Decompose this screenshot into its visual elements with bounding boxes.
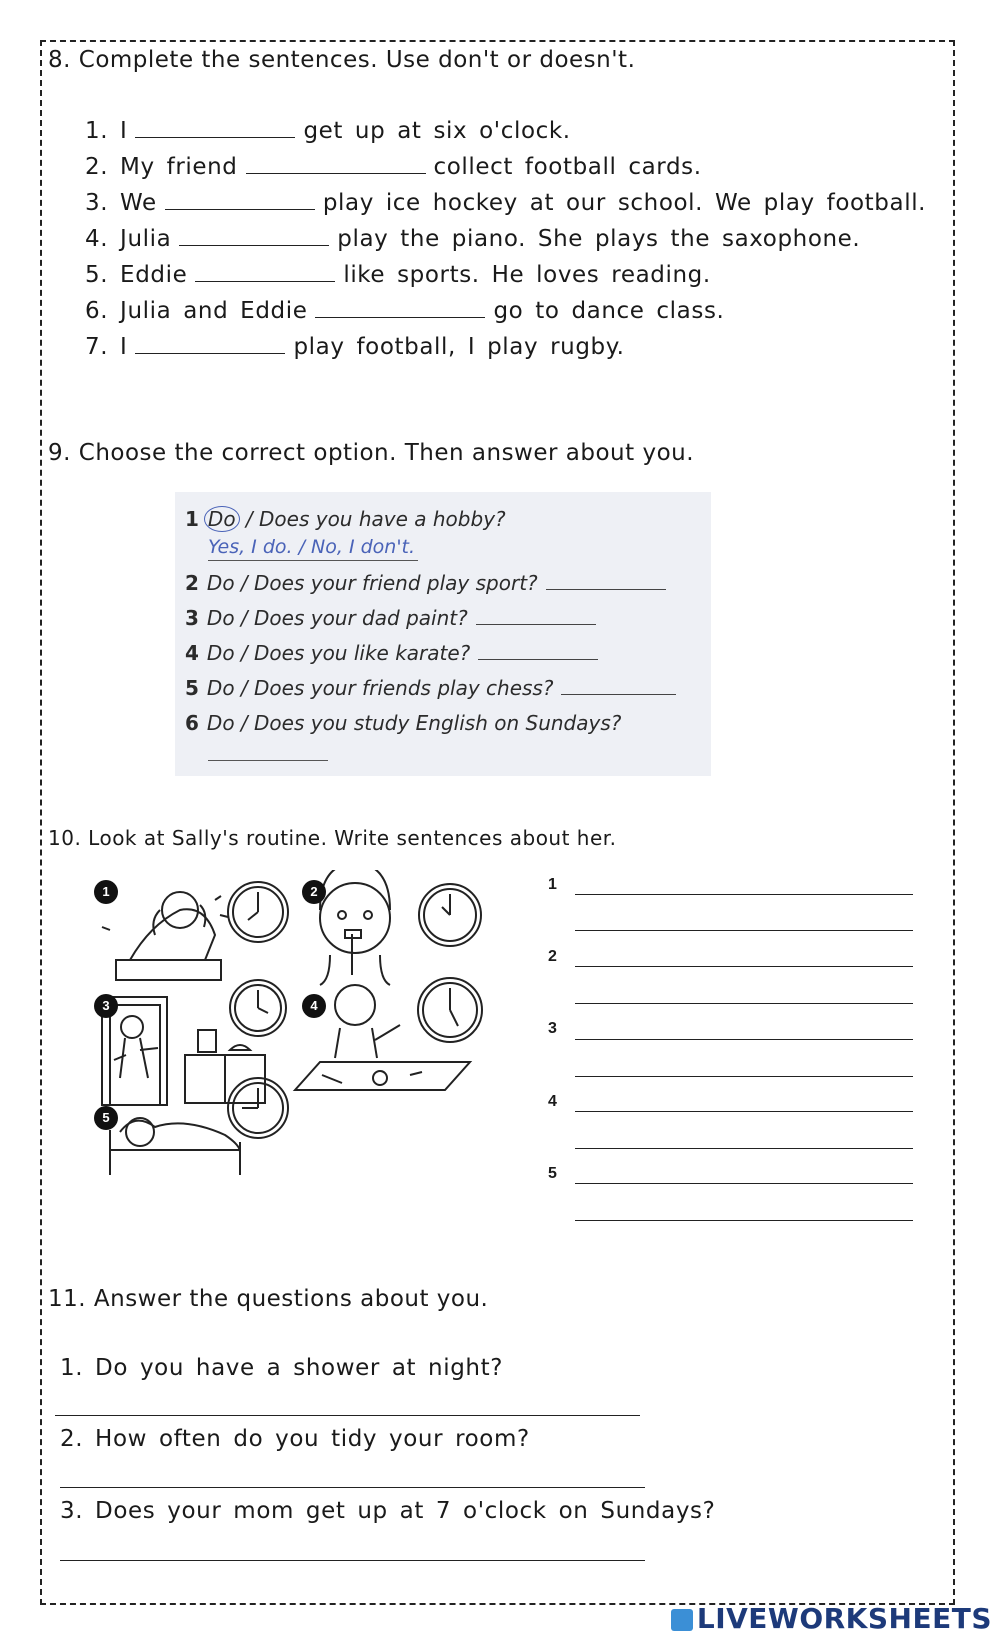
ex9-answer-line-4[interactable] [478, 643, 598, 660]
routine-illustrations [90, 870, 520, 1240]
ex8-blank-6[interactable] [315, 299, 485, 318]
ex9-item-5: 5 Do / Does your friends play chess? [185, 676, 676, 700]
write-line-2a[interactable] [575, 966, 913, 967]
write-line-5a[interactable] [575, 1183, 913, 1184]
picture-number-4: 4 [302, 994, 326, 1018]
ex9-heading: 9. Choose the correct option. Then answer about you. [48, 440, 695, 466]
ex8-sentence-2: 2. My friend collect football cards. [85, 154, 702, 180]
ex9-answer-line-6[interactable] [208, 760, 328, 761]
clock-3-icon [230, 980, 286, 1036]
ex11-answer-line-3[interactable] [60, 1560, 645, 1561]
ex9-circled-answer: Do [204, 506, 240, 532]
ex8-sentence-3: 3. We play ice hockey at our school. We play football. [85, 190, 927, 216]
ex8-heading: 8. Complete the sentences. Use don't or doesn't. [48, 47, 636, 73]
liveworksheets-logo: LIVEWORKSHEETS [671, 1602, 992, 1635]
ex9-item-4: 4 Do / Does you like karate? [185, 641, 598, 665]
write-line-3a[interactable] [575, 1039, 913, 1040]
ex8-sentence-6: 6. Julia and Eddie go to dance class. [85, 298, 725, 324]
picture-number-1: 1 [94, 880, 118, 904]
ex8-blank-3[interactable] [165, 191, 315, 210]
ex11-question-2: 2. How often do you tidy your room? [60, 1426, 530, 1452]
ex11-question-3: 3. Does your mom get up at 7 o'clock on Sundays? [60, 1498, 716, 1524]
write-line-3b[interactable] [575, 1076, 913, 1077]
picture-number-3: 3 [94, 994, 118, 1018]
write-line-2b[interactable] [575, 1003, 913, 1004]
ex9-answer-line-2[interactable] [546, 573, 666, 590]
sally-routine-pictures [90, 870, 520, 1240]
ex8-sentence-5: 5. Eddie like sports. He loves reading. [85, 262, 711, 288]
ex11-question-1: 1. Do you have a shower at night? [60, 1355, 504, 1381]
write-line-4b[interactable] [575, 1148, 913, 1149]
clock-5-icon [228, 1078, 288, 1138]
sleeping-icon [110, 1118, 240, 1175]
write-line-1a[interactable] [575, 894, 913, 895]
ex8-blank-7[interactable] [135, 335, 285, 354]
picture-number-5: 5 [94, 1106, 118, 1130]
washing-face-icon [102, 892, 228, 980]
ex8-sentence-4: 4. Julia play the piano. She plays the saxophone. [85, 226, 861, 252]
ex8-sentence-1: 1. I get up at six o'clock. [85, 118, 571, 144]
ex9-answer-line-5[interactable] [561, 678, 676, 695]
ex9-answer-line-3[interactable] [476, 608, 596, 625]
clock-1-icon [228, 882, 288, 942]
ex9-example-item: 1 Do / Does you have a hobby? [185, 507, 506, 531]
ex10-heading: 10. Look at Sally's routine. Write sentences about her. [48, 826, 617, 850]
brushing-teeth-icon [320, 870, 390, 985]
ex8-sentence-7: 7. I play football, I play rugby. [85, 334, 625, 360]
ex11-heading: 11. Answer the questions about you. [48, 1286, 489, 1312]
ex9-item-3: 3 Do / Does your dad paint? [185, 606, 596, 630]
ex8-blank-4[interactable] [179, 227, 329, 246]
write-line-4a[interactable] [575, 1111, 913, 1112]
write-line-number-4: 4 [548, 1093, 557, 1110]
ex8-blank-2[interactable] [246, 155, 426, 174]
ex9-item-6: 6 Do / Does you study English on Sundays? [185, 711, 622, 735]
picture-number-2: 2 [302, 880, 326, 904]
ex9-example-answer-line [208, 560, 418, 561]
ex9-example-answer: Yes, I do. / No, I don't. [208, 536, 416, 558]
liveworksheets-mark-icon [671, 1609, 693, 1631]
ex8-blank-5[interactable] [195, 263, 335, 282]
write-line-number-3: 3 [548, 1020, 557, 1037]
ex9-exercise-image [175, 492, 711, 776]
write-line-5b[interactable] [575, 1220, 913, 1221]
ex11-answer-line-1[interactable] [55, 1415, 640, 1416]
write-line-number-1: 1 [548, 876, 557, 893]
ex11-answer-line-2[interactable] [60, 1487, 645, 1488]
clock-4-icon [418, 978, 482, 1042]
ex9-item-2: 2 Do / Does your friend play sport? [185, 571, 666, 595]
write-line-1b[interactable] [575, 930, 913, 931]
clock-2-icon [419, 884, 481, 946]
write-line-number-2: 2 [548, 948, 557, 965]
ex8-blank-1[interactable] [135, 119, 295, 138]
write-line-number-5: 5 [548, 1165, 557, 1182]
